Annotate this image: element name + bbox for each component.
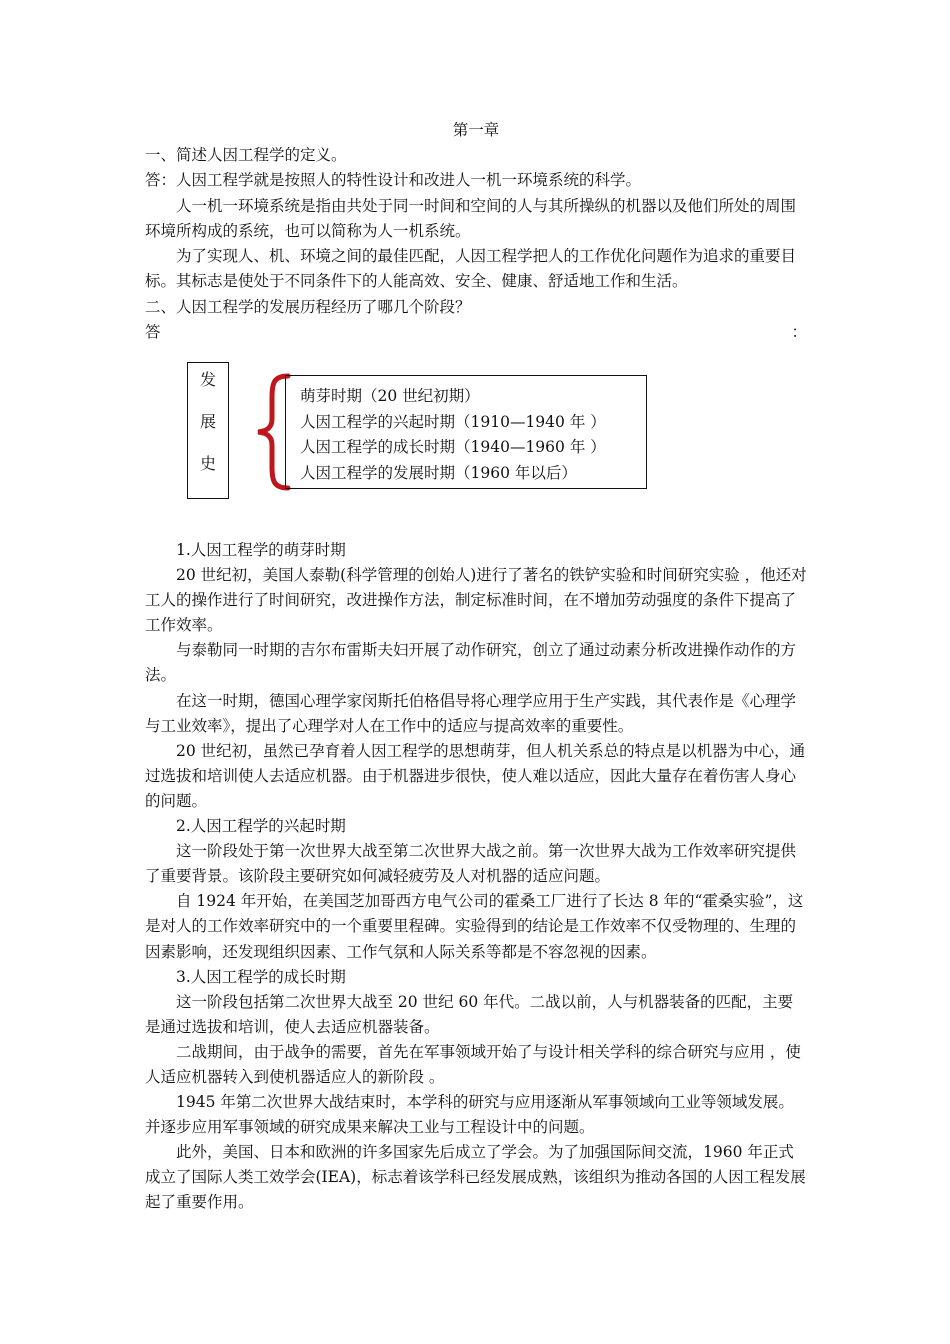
vertical-char-3: 史 [199,454,216,473]
stage-item: 人因工程学的兴起时期（1910—1940 年 ） [300,412,606,431]
section-1-paragraph: 20 世纪初，虽然已孕育着人因工程学的思想萌芽，但人机关系总的特点是以机器为中心，通过选拔和培训使人去适应机器。由于机器进步很快，使人难以适应，因此大量存在着伤害人身心的问题。 [145,741,806,810]
section-1-paragraph: 与泰勒同一时期的吉尔布雷斯夫妇开展了动作研究，创立了通过动素分析改进操作动作的方法。 [145,641,797,685]
vertical-char-2: 展 [199,412,216,431]
chapter-title: 第一章 [452,121,500,139]
document-page [145,118,807,345]
section-2-paragraph: 自 1924 年开始，在美国芝加哥西方电气公司的霍桑工厂进行了长达 8 年的“霍桑实验”，这是对人的工作效率研究中的一个重要里程碑。实验得到的结论是工作效率不仅受物理的、生理的因素影响，还发现组织因素、工作气氛和人际关系等都是不容忽视的因素。 [145,892,804,961]
section-2-title: 2.人因工程学的兴起时期 [176,817,346,836]
history-label-box [187,362,229,499]
section-1-paragraph: 在这一时期，德国心理学家闵斯托伯格倡导将心理学应用于生产实践，其代表作是《心理学与工业效率》，提出了心理学对人在工作中的适应与提高效率的重要性。 [145,691,797,735]
answer-2-label: 答 [145,323,161,342]
section-2-paragraph: 这一阶段处于第一次世界大战至第二次世界大战之前。第一次世界大战为工作效率研究提供了重要背景。该阶段主要研究如何减轻疲劳及人对机器的适应问题。 [145,842,797,886]
section-3-title: 3.人因工程学的成长时期 [176,967,346,986]
question-1: 一、简述人因工程学的定义。 [145,146,347,164]
section-3-paragraph: 二战期间，由于战争的需要，首先在军事领域开始了与设计相关学科的综合研究与应用 ，使人适应机器转入到使机器适应人的新阶段 。 [145,1042,801,1086]
section-3-paragraph: 此外，美国、日本和欧洲的许多国家先后成立了学会。为了加强国际间交流，1960 年正式成立了国际人类工效学会(IEA)，标志着该学科已经发展成熟，该组织为推动各国的人因工程发展起了重要作用。 [145,1143,806,1212]
section-3-paragraph: 这一阶段包括第二次世界大战至 20 世纪 60 年代。二战以前，人与机器装备的匹配，主要是通过选拔和培训，使人去适应机器装备。 [145,992,794,1036]
section-1-paragraph: 20 世纪初，美国人泰勒(科学管理的创始人)进行了著名的铁铲实验和时间研究实验 ，他还对工人的操作进行了时间研究，改进操作方法，制定标准时间，在不增加劳动强度的条件下提高了工作效率。 [145,566,807,635]
stage-item: 人因工程学的发展时期（1960 年以后） [300,463,577,482]
question-2: 二、人因工程学的发展历程经历了哪几个阶段？ [145,297,471,316]
section-3-paragraph: 1945 年第二次世界大战结束时，本学科的研究与应用逐渐从军事领域向工业等领域发展。并逐步应用军事领域的研究成果来解决工业与工程设计中的问题。 [145,1093,794,1137]
document-body [145,538,807,1216]
section-1-title: 1.人因工程学的萌芽时期 [176,541,346,559]
stages-box [285,375,647,489]
stage-item: 人因工程学的成长时期（1940—1960 年 ） [300,438,606,456]
paragraph-1: 人一机一环境系统是指由共处于同一时间和空间的人与其所操纵的机器以及他们所处的周围环境所构成的系统，也可以简称为人一机系统。 [145,196,797,240]
paragraph-2: 为了实现人、机、环境之间的最佳匹配，人因工程学把人的工作优化问题作为追求的重要目标。其标志是使处于不同条件下的人能高效、安全、健康、舒适地工作和生活。 [145,247,797,291]
stage-item: 萌芽时期（20 世纪初期） [300,387,480,405]
answer-2-row [145,320,807,345]
answer-2-colon: ： [791,323,807,342]
answer-1: 答：人因工程学就是按照人的特性设计和改进人一机一环境系统的科学。 [145,171,642,190]
vertical-char-1: 发 [199,370,216,389]
